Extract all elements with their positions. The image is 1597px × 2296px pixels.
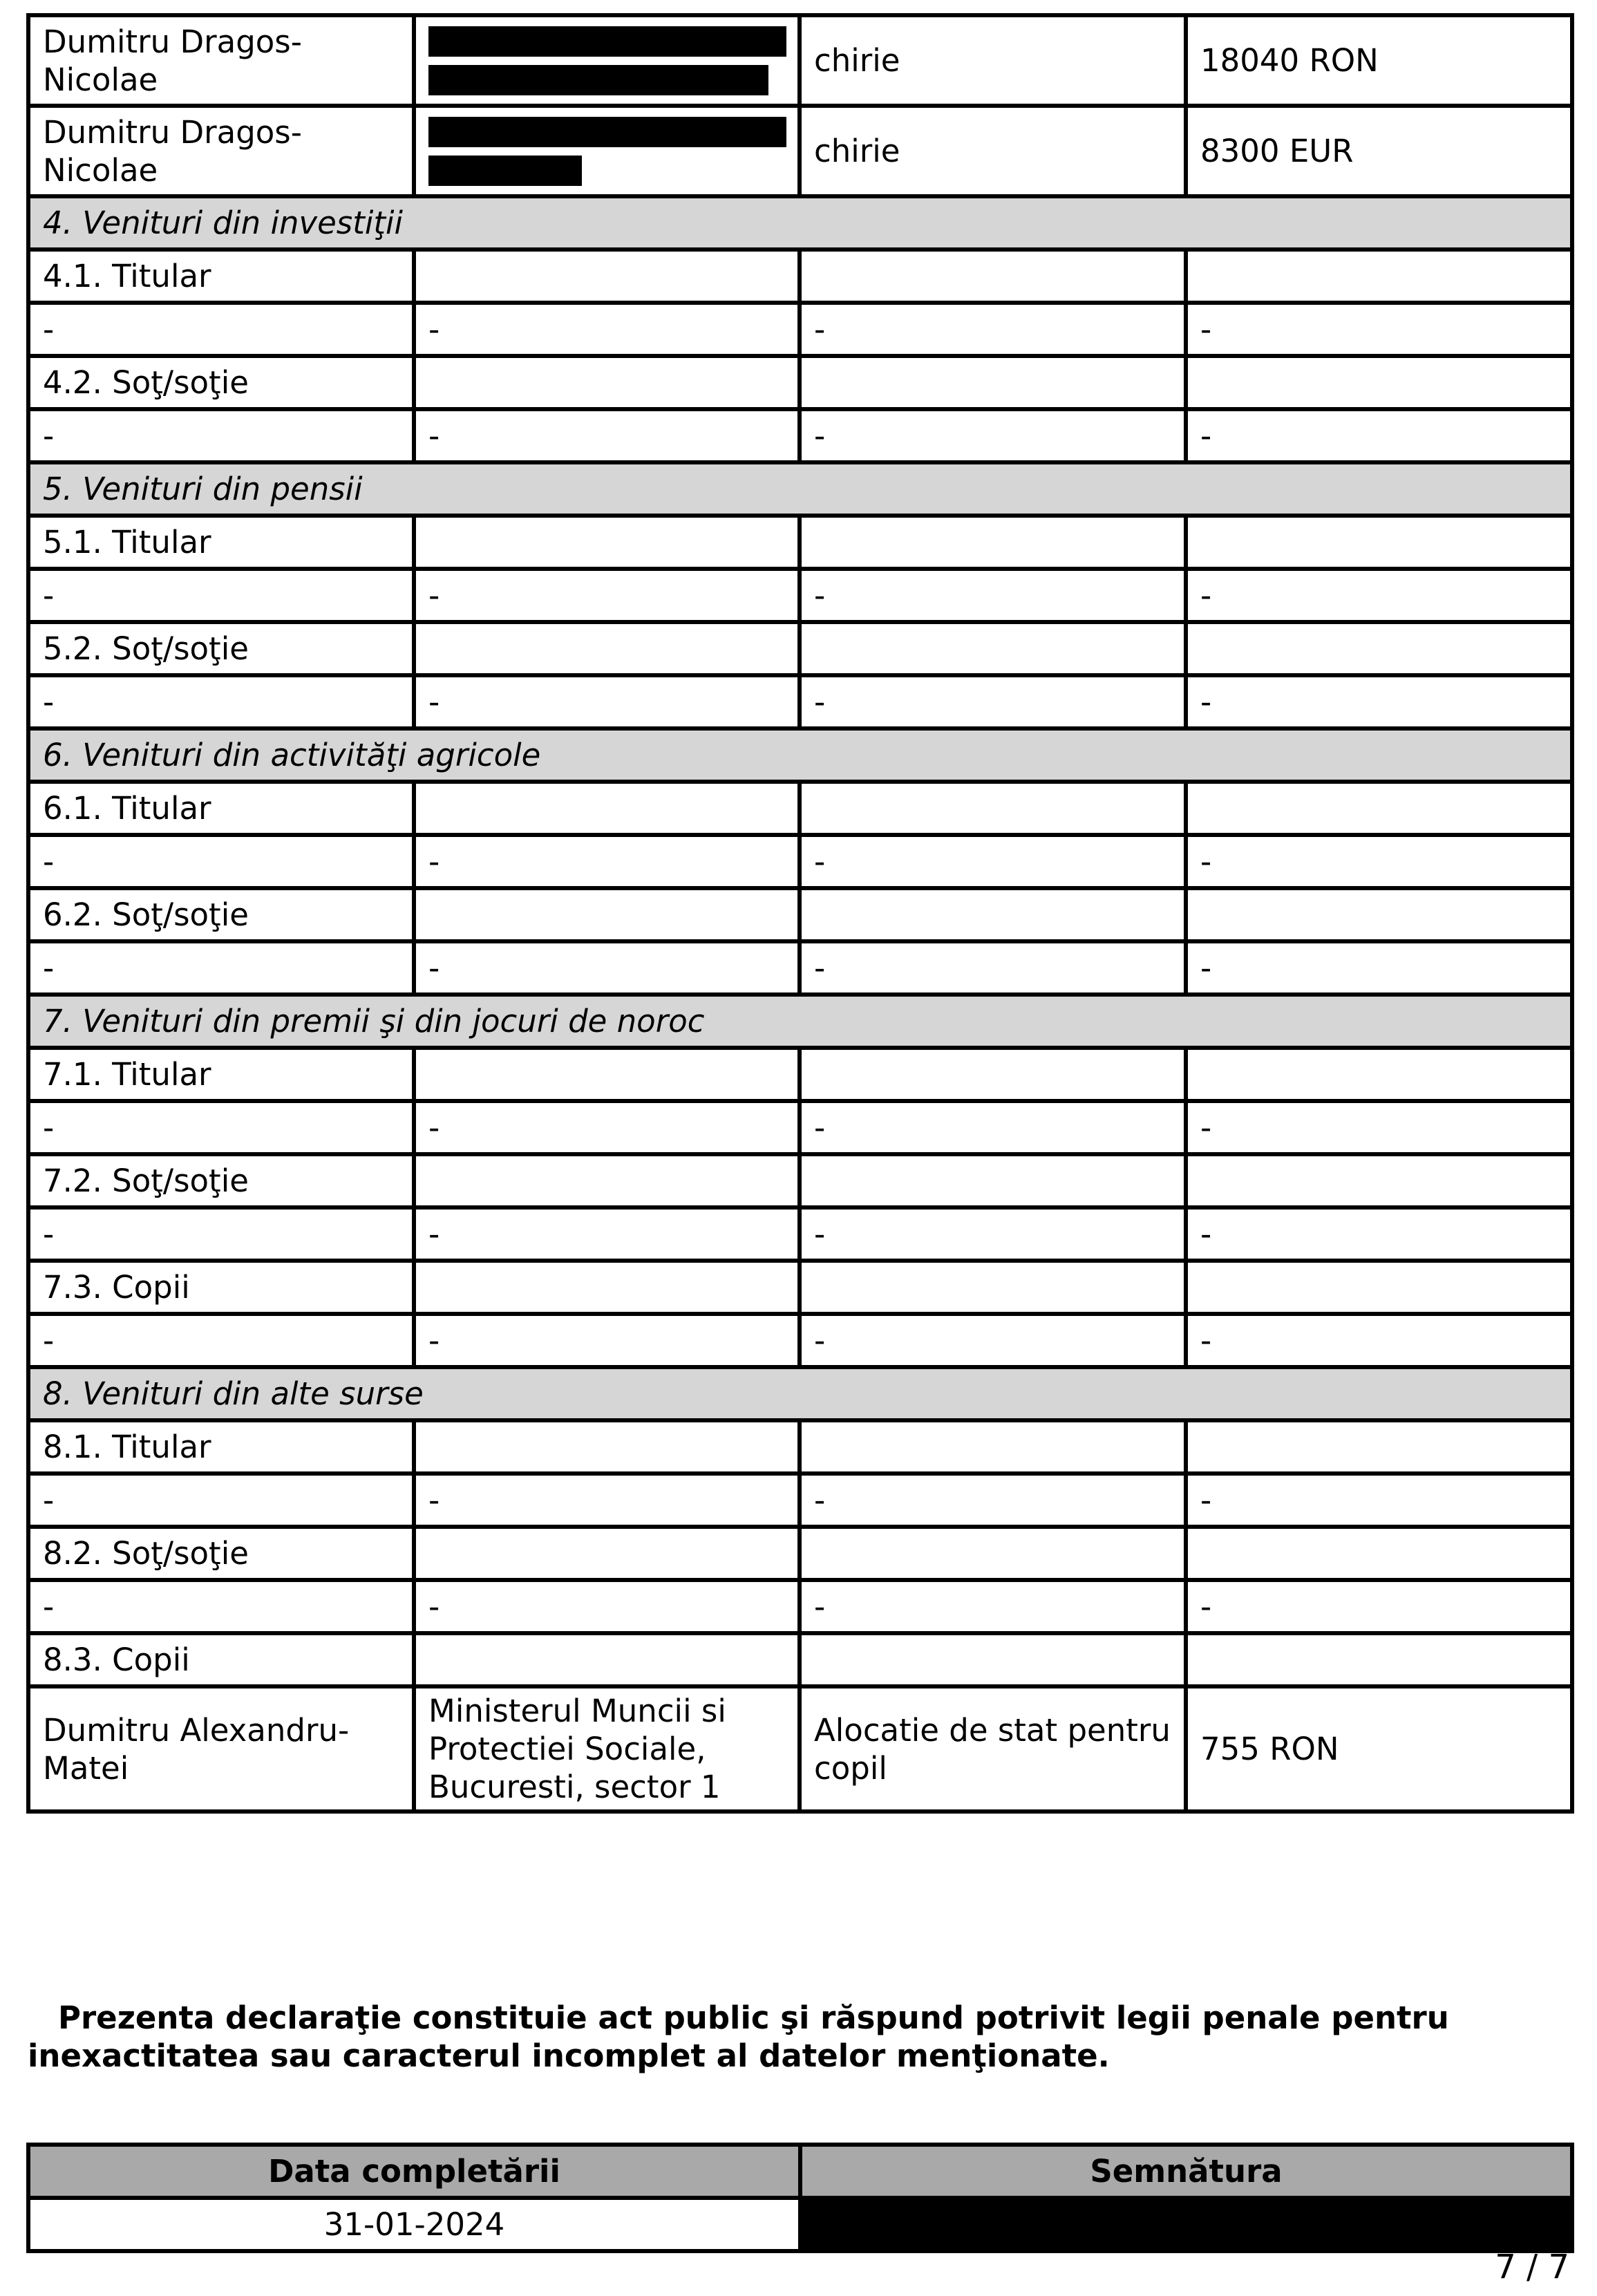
dash-cell: - <box>414 1207 800 1261</box>
dash-cell: - <box>28 941 414 995</box>
dash-cell: - <box>414 303 800 356</box>
redacted-signature <box>800 2198 1572 2251</box>
dash-cell: - <box>414 1314 800 1367</box>
dash-cell: - <box>28 675 414 728</box>
dash-cell: - <box>28 409 414 462</box>
amount-cell: 18040 RON <box>1186 15 1572 106</box>
dash-cell: - <box>414 569 800 622</box>
dash-cell: - <box>800 1207 1186 1261</box>
table-row <box>28 941 1572 995</box>
dash-cell: - <box>1186 1580 1572 1633</box>
redaction-bar <box>428 156 582 186</box>
dash-cell: - <box>414 1101 800 1154</box>
subsection-row <box>28 516 1572 569</box>
dash-cell: - <box>1186 1474 1572 1527</box>
page-number: 7 / 7 <box>1495 2248 1569 2286</box>
dash-cell: - <box>1186 569 1572 622</box>
table-row <box>28 1580 1572 1633</box>
subsection-label: 6.1. Titular <box>28 782 414 835</box>
table-row <box>28 15 1572 106</box>
section-header-row <box>28 995 1572 1048</box>
subsection-row <box>28 1154 1572 1207</box>
amount-cell: 755 RON <box>1186 1686 1572 1812</box>
dash-cell: - <box>800 569 1186 622</box>
beneficiary-cell: Dumitru Dragos-Nicolae <box>28 106 414 196</box>
dash-cell: - <box>28 303 414 356</box>
subsection-row <box>28 622 1572 675</box>
dash-cell: - <box>800 1314 1186 1367</box>
redacted-source-cell <box>414 15 800 106</box>
dash-cell: - <box>800 1101 1186 1154</box>
dash-cell: - <box>28 1314 414 1367</box>
table-row <box>28 1474 1572 1527</box>
dash-cell: - <box>1186 835 1572 888</box>
subsection-label: 8.2. Soţ/soţie <box>28 1527 414 1580</box>
table-row <box>28 569 1572 622</box>
dash-cell: - <box>800 835 1186 888</box>
beneficiary-cell: Dumitru Alexandru-Matei <box>28 1686 414 1812</box>
redaction-bar <box>428 117 786 147</box>
service-cell: chirie <box>800 106 1186 196</box>
subsection-row <box>28 1633 1572 1686</box>
section-header-row <box>28 1367 1572 1420</box>
redaction-bar <box>428 65 768 95</box>
subsection-label: 8.3. Copii <box>28 1633 414 1686</box>
subsection-label: 7.2. Soţ/soţie <box>28 1154 414 1207</box>
dash-cell: - <box>414 675 800 728</box>
redacted-source-cell <box>414 106 800 196</box>
subsection-label: 5.2. Soţ/soţie <box>28 622 414 675</box>
dash-cell: - <box>800 303 1186 356</box>
section-title: 4. Venituri din investiţii <box>28 196 1572 250</box>
dash-cell: - <box>800 1474 1186 1527</box>
dash-cell: - <box>414 409 800 462</box>
subsection-row <box>28 888 1572 941</box>
dash-cell: - <box>414 835 800 888</box>
section-header-row <box>28 196 1572 250</box>
section-header-row <box>28 462 1572 516</box>
declaration-statement: Prezenta declaraţie constituie act public şi răspund potrivit legii penale pentru inexactitatea sau caracterul incomplet al datelor menţionate. <box>28 1999 1449 2074</box>
subsection-label: 8.1. Titular <box>28 1420 414 1474</box>
subsection-row <box>28 1048 1572 1101</box>
section-title: 8. Venituri din alte surse <box>28 1367 1572 1420</box>
dash-cell: - <box>1186 1314 1572 1367</box>
completion-date: 31-01-2024 <box>28 2198 800 2251</box>
table-row <box>28 1314 1572 1367</box>
subsection-label: 7.3. Copii <box>28 1261 414 1314</box>
dash-cell: - <box>1186 675 1572 728</box>
beneficiary-cell: Dumitru Dragos-Nicolae <box>28 15 414 106</box>
dash-cell: - <box>28 1207 414 1261</box>
section-header-row <box>28 728 1572 782</box>
dash-cell: - <box>1186 1207 1572 1261</box>
subsection-row <box>28 1527 1572 1580</box>
dash-cell: - <box>28 1474 414 1527</box>
dash-cell: - <box>800 941 1186 995</box>
dash-cell: - <box>1186 1101 1572 1154</box>
amount-cell: 8300 EUR <box>1186 106 1572 196</box>
dash-cell: - <box>414 1474 800 1527</box>
section-title: 7. Venituri din premii şi din jocuri de noroc <box>28 995 1572 1048</box>
table-row <box>28 675 1572 728</box>
section-title: 6. Venituri din activităţi agricole <box>28 728 1572 782</box>
service-cell: chirie <box>800 15 1186 106</box>
table-row <box>28 1207 1572 1261</box>
subsection-label: 6.2. Soţ/soţie <box>28 888 414 941</box>
table-row <box>28 1101 1572 1154</box>
table-row <box>28 835 1572 888</box>
subsection-label: 4.1. Titular <box>28 250 414 303</box>
dash-cell: - <box>1186 941 1572 995</box>
subsection-row <box>28 356 1572 409</box>
income-table <box>26 13 1574 1814</box>
dash-cell: - <box>414 1580 800 1633</box>
subsection-label: 4.2. Soţ/soţie <box>28 356 414 409</box>
dash-cell: - <box>28 1101 414 1154</box>
subsection-row <box>28 250 1572 303</box>
dash-cell: - <box>28 569 414 622</box>
source-cell: Ministerul Muncii si Protectiei Sociale, Bucuresti, sector 1 <box>414 1686 800 1812</box>
service-cell: Alocatie de stat pentru copil <box>800 1686 1186 1812</box>
dash-cell: - <box>800 675 1186 728</box>
dash-cell: - <box>1186 303 1572 356</box>
dash-cell: - <box>28 835 414 888</box>
table-row <box>28 1686 1572 1812</box>
subsection-row <box>28 1420 1572 1474</box>
dash-cell: - <box>1186 409 1572 462</box>
date-header: Data completării <box>28 2145 800 2198</box>
subsection-row <box>28 782 1572 835</box>
subsection-label: 7.1. Titular <box>28 1048 414 1101</box>
signature-header: Semnătura <box>800 2145 1572 2198</box>
table-row <box>28 106 1572 196</box>
dash-cell: - <box>28 1580 414 1633</box>
table-row <box>28 303 1572 356</box>
section-title: 5. Venituri din pensii <box>28 462 1572 516</box>
subsection-label: 5.1. Titular <box>28 516 414 569</box>
dash-cell: - <box>800 409 1186 462</box>
redaction-bar <box>428 26 786 57</box>
subsection-row <box>28 1261 1572 1314</box>
dash-cell: - <box>414 941 800 995</box>
table-row <box>28 409 1572 462</box>
signature-table <box>26 2143 1574 2253</box>
dash-cell: - <box>800 1580 1186 1633</box>
